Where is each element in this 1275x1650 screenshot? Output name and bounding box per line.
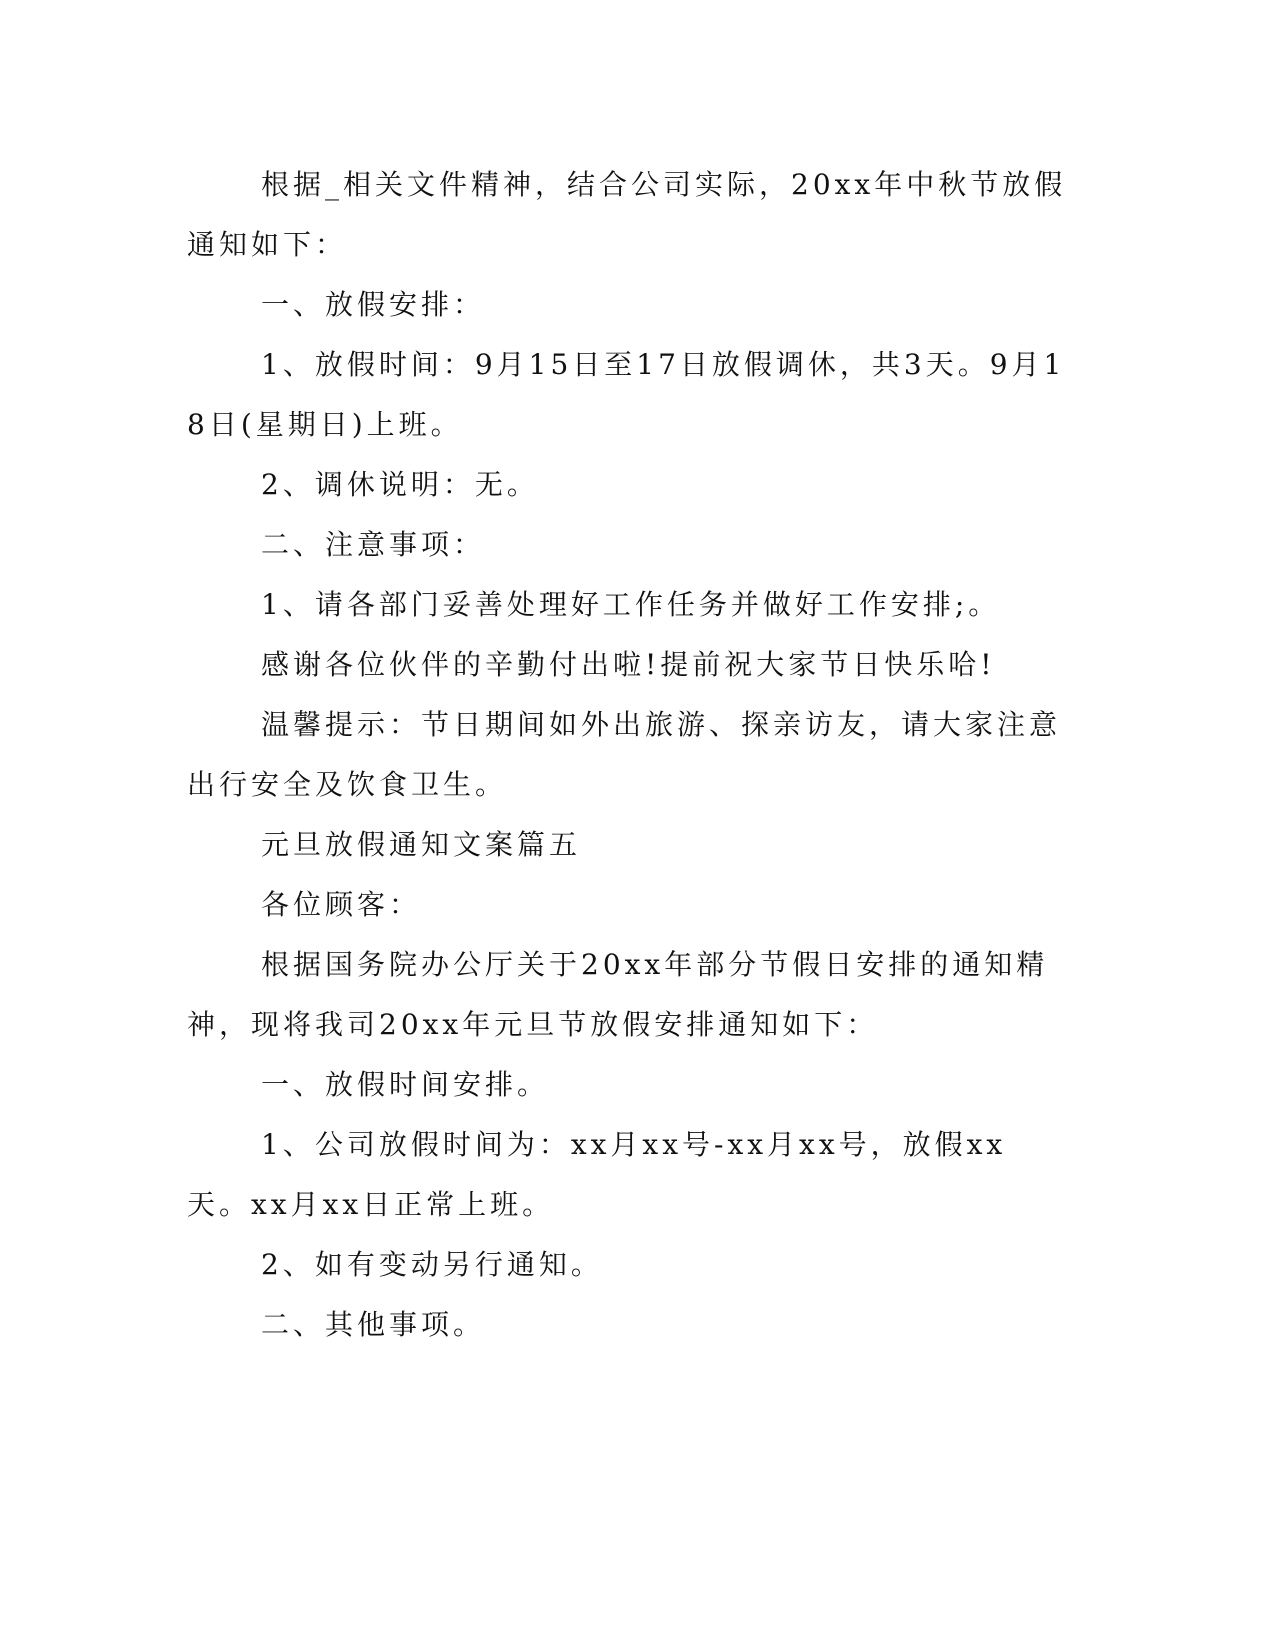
paragraph-section-time-arrangement: 一、放假时间安排。 <box>261 1068 550 1101</box>
paragraph-section-notes: 二、注意事项： <box>261 528 486 561</box>
paragraph-shift-note: 2、调休说明：无。 <box>261 468 539 501</box>
paragraph-new-year-intro: 根据国务院办公厅关于20xx年部分节假日安排的通知精神，现将我司20xx年元旦节放假安排通知如下： <box>187 948 1049 1041</box>
paragraph-section-holiday-arrangement: 一、放假安排： <box>261 288 486 321</box>
paragraph-holiday-time: 1、放假时间：9月15日至17日放假调休，共3天。9月18日(星期日)上班。 <box>187 348 1066 441</box>
paragraph-section-other: 二、其他事项。 <box>261 1308 486 1341</box>
paragraph-company-holiday-time: 1、公司放假时间为：xx月xx号-xx月xx号，放假xx天。xx月xx日正常上班。 <box>187 1128 1007 1221</box>
paragraph-greeting: 各位顾客： <box>261 888 422 921</box>
paragraph-notice-intro: 根据_相关文件精神，结合公司实际，20xx年中秋节放假通知如下： <box>187 168 1067 261</box>
document-body <box>187 155 1067 1355</box>
paragraph-department-tasks: 1、请各部门妥善处理好工作任务并做好工作安排;。 <box>261 588 1001 621</box>
paragraph-change-notice: 2、如有变动另行通知。 <box>261 1248 603 1281</box>
paragraph-reminder: 温馨提示：节日期间如外出旅游、探亲访友，请大家注意出行安全及饮食卫生。 <box>187 708 1062 801</box>
paragraph-article-title: 元旦放假通知文案篇五 <box>261 828 582 861</box>
paragraph-thanks: 感谢各位伙伴的辛勤付出啦!提前祝大家节日快乐哈! <box>261 648 996 681</box>
